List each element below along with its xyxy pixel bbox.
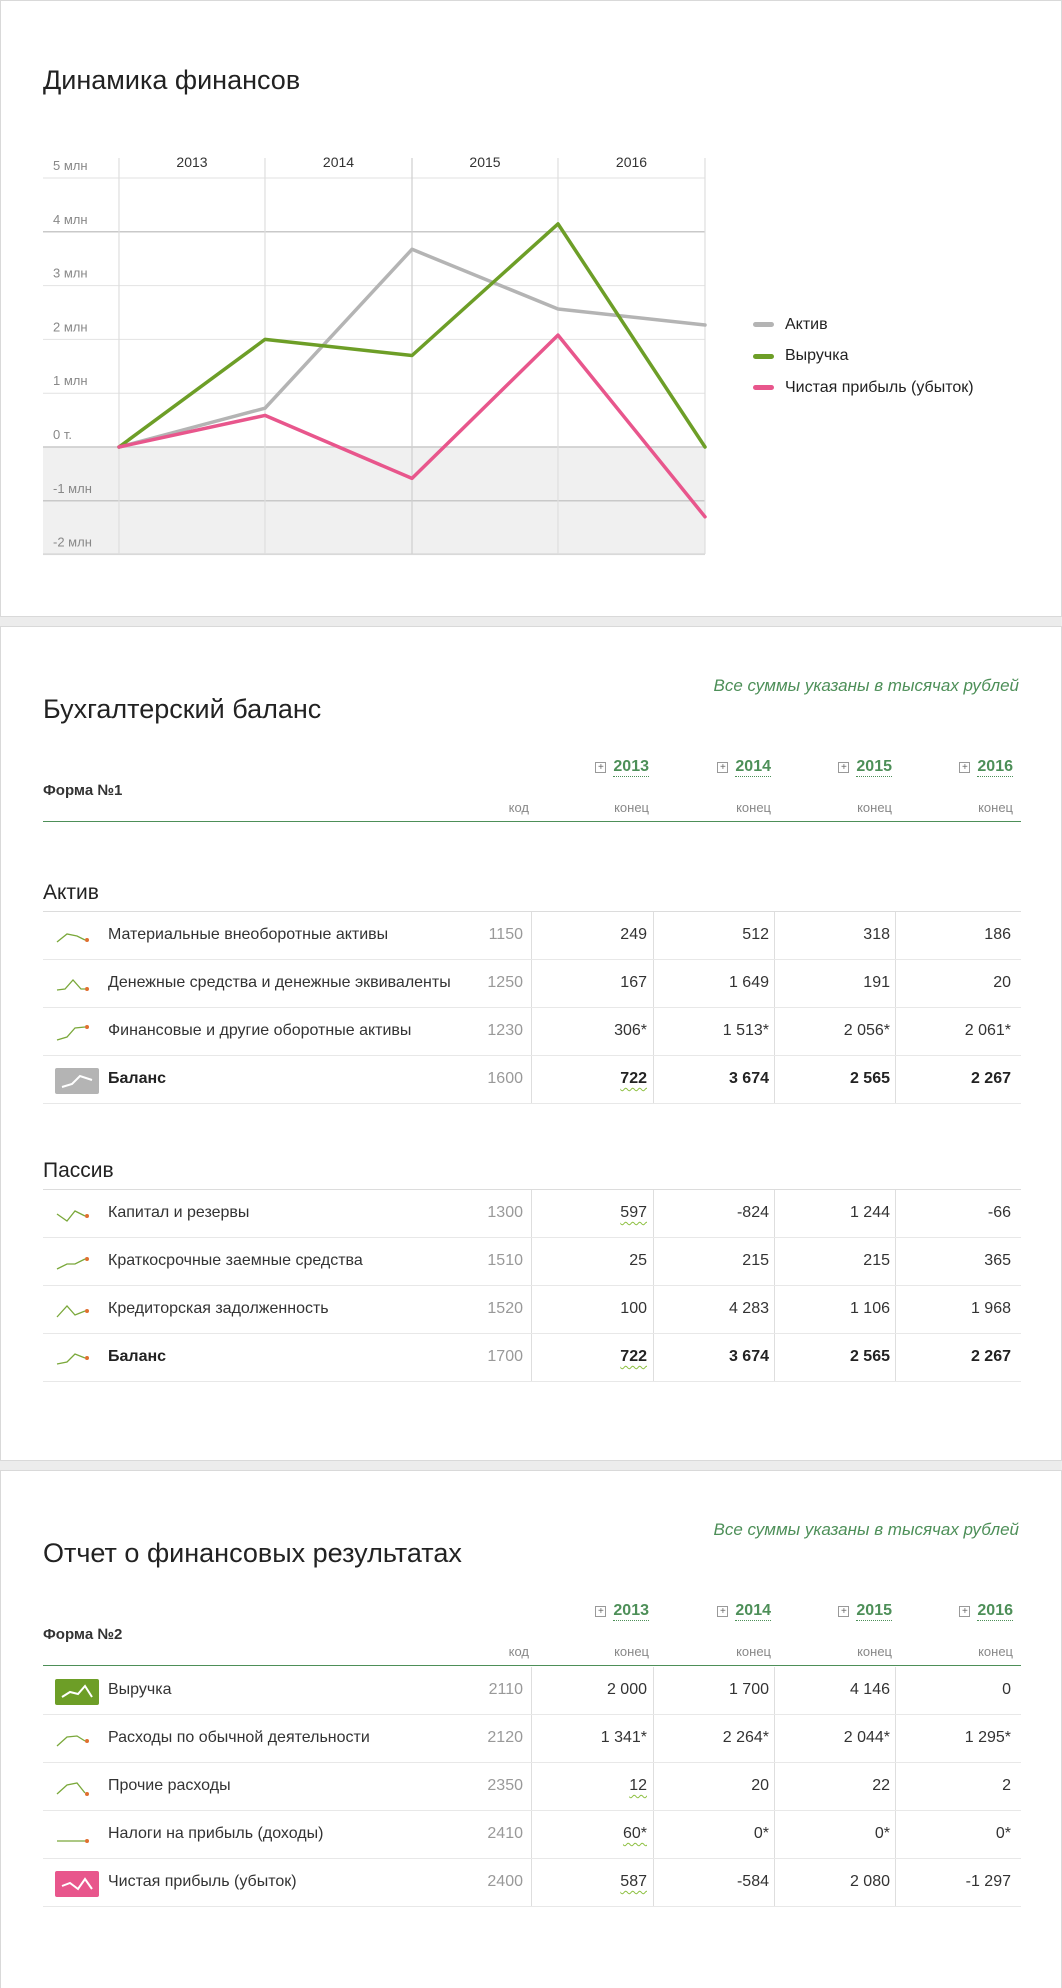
cell-value: -66 bbox=[987, 1204, 1011, 1221]
cell-value: 25 bbox=[629, 1252, 647, 1269]
year-toggle-2014[interactable] bbox=[717, 758, 771, 777]
chart-title: Динамика финансов bbox=[43, 65, 301, 95]
cell-value: 2 565 bbox=[849, 1348, 890, 1365]
balance-units-note: Все суммы указаны в тысячах рублей bbox=[713, 676, 1019, 695]
year-toggle-2016[interactable] bbox=[959, 758, 1013, 777]
cell-value: 3 674 bbox=[728, 1070, 769, 1087]
row-code: 1300 bbox=[487, 1204, 523, 1221]
year-toggle-2013[interactable] bbox=[595, 1602, 649, 1621]
table-row[interactable] bbox=[43, 1763, 1021, 1811]
expand-icon: + bbox=[717, 762, 728, 773]
sparkline-icon[interactable] bbox=[55, 972, 91, 996]
cell-value[interactable]: 60* bbox=[622, 1825, 647, 1842]
form-label: Форма №2 bbox=[43, 1626, 123, 1643]
y-tick-label: 4 млн bbox=[53, 211, 88, 227]
row-code: 1230 bbox=[487, 1022, 523, 1039]
y-tick-label: -2 млн bbox=[53, 534, 92, 550]
sparkline-box-icon[interactable] bbox=[55, 1679, 99, 1705]
cell-value: -824 bbox=[736, 1204, 769, 1221]
cell-value: -584 bbox=[736, 1873, 769, 1890]
konec-header-2013: конец bbox=[614, 1644, 649, 1659]
cell-value: 2 056* bbox=[843, 1022, 890, 1039]
row-code: 1150 bbox=[488, 926, 523, 943]
row-code: 1510 bbox=[487, 1252, 523, 1269]
aktiv-rows bbox=[43, 911, 1021, 1104]
row-code: 2400 bbox=[487, 1873, 523, 1890]
table-row[interactable] bbox=[43, 1286, 1021, 1334]
row-code: 2410 bbox=[487, 1825, 523, 1842]
table-row[interactable] bbox=[43, 1715, 1021, 1763]
cell-value: 100 bbox=[620, 1300, 647, 1317]
cell-value[interactable]: 597 bbox=[620, 1204, 647, 1221]
cell-value: 2 267 bbox=[970, 1070, 1011, 1087]
row-name: Баланс bbox=[108, 1348, 167, 1365]
cell-value: 0* bbox=[995, 1825, 1011, 1842]
konec-header-2015: конец bbox=[857, 800, 892, 815]
expand-icon: + bbox=[959, 762, 970, 773]
cell-value: 365 bbox=[984, 1252, 1011, 1269]
legend-label-aktiv: Актив bbox=[785, 315, 828, 333]
row-name: Капитал и резервы bbox=[108, 1204, 250, 1221]
table-row[interactable] bbox=[43, 1008, 1021, 1056]
cell-value: 249 bbox=[620, 926, 647, 943]
year-toggle-2016[interactable] bbox=[959, 1602, 1013, 1621]
expand-icon: + bbox=[838, 762, 849, 773]
financial-results-card bbox=[0, 1470, 1062, 1988]
sparkline-icon[interactable] bbox=[55, 1823, 91, 1847]
cell-value: 186 bbox=[984, 926, 1011, 943]
cell-value: 306* bbox=[614, 1022, 647, 1039]
y-tick-label: -1 млн bbox=[53, 480, 92, 496]
cell-value: 1 968 bbox=[970, 1300, 1011, 1317]
table-row-total[interactable] bbox=[43, 1334, 1021, 1382]
expand-icon: + bbox=[595, 762, 606, 773]
legend-item-profit[interactable] bbox=[753, 372, 974, 404]
row-name: Прочие расходы bbox=[108, 1777, 231, 1794]
cell-value: 215 bbox=[863, 1252, 890, 1269]
sparkline-icon[interactable] bbox=[55, 1727, 91, 1751]
row-code: 2110 bbox=[488, 1681, 523, 1698]
sparkline-box-icon[interactable] bbox=[55, 1871, 99, 1897]
table-row[interactable] bbox=[43, 1190, 1021, 1238]
cell-value: 1 295* bbox=[964, 1729, 1011, 1746]
results-table-header bbox=[43, 1590, 1021, 1666]
cell-value: 1 649 bbox=[728, 974, 769, 991]
sparkline-icon[interactable] bbox=[55, 1202, 91, 1226]
chart-legend bbox=[753, 309, 974, 404]
cell-value: 1 244 bbox=[849, 1204, 890, 1221]
row-code: 2350 bbox=[487, 1777, 523, 1794]
passiv-section-title: Пассив bbox=[43, 1159, 114, 1182]
row-name: Краткосрочные заемные средства bbox=[108, 1252, 363, 1269]
aktiv-section-title: Актив bbox=[43, 881, 99, 904]
cell-value: 167 bbox=[620, 974, 647, 991]
year-label: 2015 bbox=[856, 758, 892, 775]
cell-value: 191 bbox=[863, 974, 890, 991]
row-name: Финансовые и другие оборотные активы bbox=[108, 1022, 412, 1039]
sparkline-icon[interactable] bbox=[55, 1298, 91, 1322]
konec-header-2014: конец bbox=[736, 800, 771, 815]
cell-value[interactable]: 12 bbox=[629, 1777, 647, 1794]
legend-swatch-profit bbox=[753, 385, 774, 390]
row-name: Расходы по обычной деятельности bbox=[108, 1729, 370, 1746]
cell-value: 215 bbox=[742, 1252, 769, 1269]
y-tick-label: 5 млн bbox=[53, 158, 88, 173]
expand-icon: + bbox=[717, 1606, 728, 1617]
table-row[interactable] bbox=[43, 960, 1021, 1008]
expand-icon: + bbox=[959, 1606, 970, 1617]
kod-header: код bbox=[508, 1644, 529, 1659]
cell-value: 1 341* bbox=[600, 1729, 647, 1746]
konec-header-2016: конец bbox=[978, 800, 1013, 815]
table-row-total[interactable] bbox=[43, 1056, 1021, 1104]
cell-value: 0* bbox=[874, 1825, 890, 1842]
year-label: 2014 bbox=[735, 758, 771, 775]
row-code: 1250 bbox=[487, 974, 523, 991]
row-name: Кредиторская задолженность bbox=[108, 1300, 329, 1317]
expand-icon: + bbox=[838, 1606, 849, 1617]
cell-value: 22 bbox=[872, 1777, 890, 1794]
cell-value: 20 bbox=[751, 1777, 769, 1794]
y-tick-label: 3 млн bbox=[53, 265, 88, 281]
y-tick-label: 2 млн bbox=[53, 319, 88, 335]
cell-value: 2 565 bbox=[849, 1070, 890, 1087]
row-code: 2120 bbox=[487, 1729, 523, 1746]
row-name: Материальные внеоборотные активы bbox=[108, 926, 389, 943]
cell-value: 3 674 bbox=[728, 1348, 769, 1365]
cell-value: 2 264* bbox=[722, 1729, 769, 1746]
sparkline-box-icon[interactable] bbox=[55, 1068, 99, 1094]
year-toggle-2014[interactable] bbox=[717, 1602, 771, 1621]
x-tick-label: 2014 bbox=[322, 154, 355, 170]
year-label: 2016 bbox=[977, 1602, 1013, 1619]
cell-value: 2 044* bbox=[843, 1729, 890, 1746]
expand-icon: + bbox=[595, 1606, 606, 1617]
konec-header-2014: конец bbox=[736, 1644, 771, 1659]
cell-value: 20 bbox=[993, 974, 1011, 991]
sparkline-icon[interactable] bbox=[55, 1775, 91, 1799]
cell-value: 2 061* bbox=[964, 1022, 1011, 1039]
form-label: Форма №1 bbox=[43, 782, 123, 799]
cell-value: 1 513* bbox=[722, 1022, 769, 1039]
balance-table-header bbox=[43, 746, 1021, 822]
row-code: 1520 bbox=[487, 1300, 523, 1317]
table-row[interactable] bbox=[43, 1811, 1021, 1859]
legend-label-profit: Чистая прибыль (убыток) bbox=[785, 378, 974, 396]
year-label: 2013 bbox=[613, 758, 649, 775]
year-label: 2013 bbox=[613, 1602, 649, 1619]
row-name: Выручка bbox=[108, 1681, 172, 1698]
balance-sheet-card bbox=[0, 626, 1062, 1461]
konec-header-2013: конец bbox=[614, 800, 649, 815]
sparkline-icon[interactable] bbox=[55, 1250, 91, 1274]
results-units-note: Все суммы указаны в тысячах рублей bbox=[713, 1520, 1019, 1539]
legend-item-aktiv[interactable] bbox=[753, 309, 974, 341]
x-tick-label: 2015 bbox=[469, 154, 501, 170]
legend-swatch-revenue bbox=[753, 354, 774, 359]
kod-header: код bbox=[508, 800, 529, 815]
cell-value: 2 080 bbox=[849, 1873, 890, 1890]
table-row[interactable] bbox=[43, 1238, 1021, 1286]
row-name: Чистая прибыль (убыток) bbox=[108, 1873, 297, 1890]
balance-title: Бухгалтерский баланс bbox=[43, 694, 322, 724]
year-toggle-2015[interactable] bbox=[838, 758, 892, 777]
y-tick-label: 0 т. bbox=[53, 427, 72, 442]
cell-value: 4 146 bbox=[849, 1681, 890, 1698]
cell-value: 2 267 bbox=[970, 1348, 1011, 1365]
x-tick-label: 2013 bbox=[176, 154, 208, 170]
table-row[interactable] bbox=[43, 1859, 1021, 1907]
sparkline-icon[interactable] bbox=[55, 1020, 91, 1044]
cell-value: 512 bbox=[742, 926, 769, 943]
cell-value: 2 bbox=[1002, 1777, 1011, 1794]
sparkline-icon[interactable] bbox=[55, 1346, 91, 1370]
cell-value: 0 bbox=[1002, 1681, 1011, 1698]
year-label: 2016 bbox=[977, 758, 1013, 775]
cell-value[interactable]: 587 bbox=[620, 1873, 647, 1890]
passiv-rows bbox=[43, 1189, 1021, 1382]
year-label: 2015 bbox=[856, 1602, 892, 1619]
row-name: Налоги на прибыль (доходы) bbox=[108, 1825, 324, 1842]
table-row[interactable] bbox=[43, 912, 1021, 960]
table-row[interactable] bbox=[43, 1667, 1021, 1715]
row-code: 1700 bbox=[487, 1348, 523, 1365]
sparkline-icon[interactable] bbox=[55, 924, 91, 948]
cell-value: -1 297 bbox=[965, 1873, 1011, 1890]
year-label: 2014 bbox=[735, 1602, 771, 1619]
cell-value: 1 700 bbox=[728, 1681, 769, 1698]
konec-header-2015: конец bbox=[857, 1644, 892, 1659]
results-title: Отчет о финансовых результатах bbox=[43, 1538, 462, 1568]
year-toggle-2013[interactable] bbox=[595, 758, 649, 777]
finance-dynamics-card bbox=[0, 0, 1062, 617]
year-toggle-2015[interactable] bbox=[838, 1602, 892, 1621]
cell-value[interactable]: 722 bbox=[620, 1348, 647, 1365]
legend-swatch-aktiv bbox=[753, 322, 774, 327]
row-name: Баланс bbox=[108, 1070, 167, 1087]
cell-value: 2 000 bbox=[606, 1681, 647, 1698]
y-tick-label: 1 млн bbox=[53, 373, 88, 389]
cell-value[interactable]: 722 bbox=[620, 1070, 647, 1087]
row-code: 1600 bbox=[487, 1070, 523, 1087]
x-tick-label: 2016 bbox=[615, 154, 648, 170]
row-name: Денежные средства и денежные эквиваленты bbox=[108, 974, 451, 991]
cell-value: 318 bbox=[863, 926, 890, 943]
cell-value: 0* bbox=[753, 1825, 769, 1842]
konec-header-2016: конец bbox=[978, 1644, 1013, 1659]
legend-item-revenue[interactable] bbox=[753, 341, 974, 373]
cell-value: 4 283 bbox=[728, 1300, 769, 1317]
results-rows bbox=[43, 1667, 1021, 1907]
legend-label-revenue: Выручка bbox=[785, 347, 849, 365]
cell-value: 1 106 bbox=[849, 1300, 890, 1317]
